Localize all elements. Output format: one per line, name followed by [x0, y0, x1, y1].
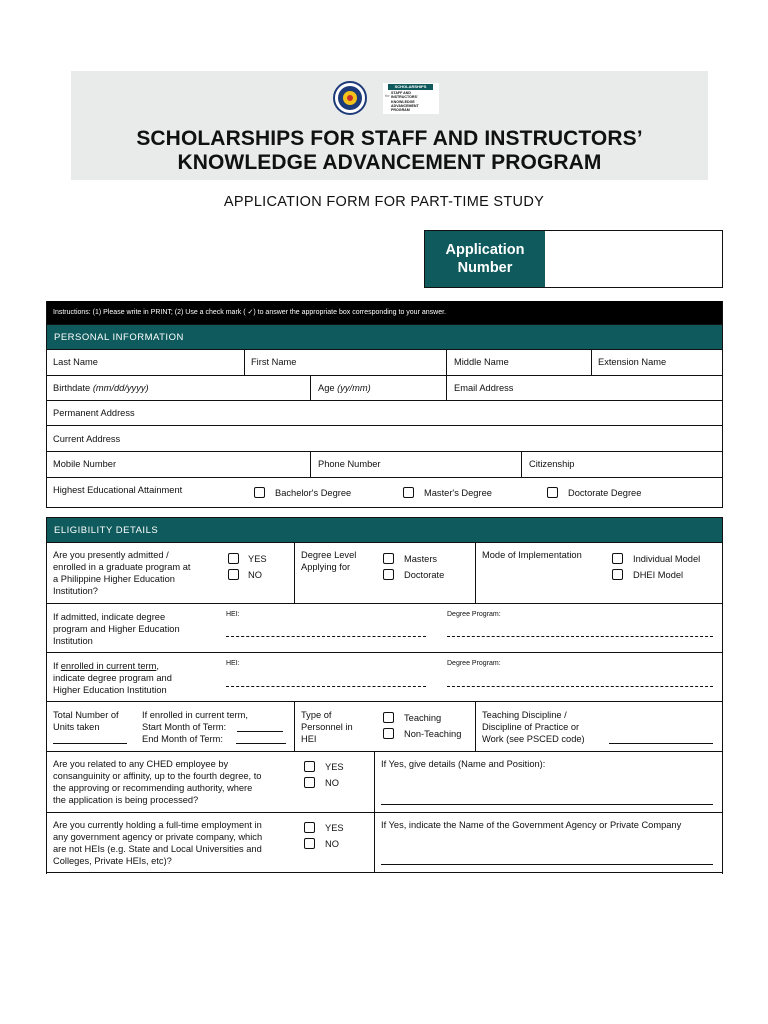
personal-info-heading: PERSONAL INFORMATION	[46, 324, 723, 350]
dhei-model-label: DHEI Model	[633, 570, 684, 580]
admitted-no-checkbox[interactable]	[228, 569, 239, 580]
citizenship-label: Citizenship	[529, 459, 575, 469]
divider	[46, 451, 723, 452]
total-units-label: Total Number of Units taken	[53, 710, 119, 732]
admitted-yes-checkbox[interactable]	[228, 553, 239, 564]
age-label: Age (yy/mm)	[318, 383, 371, 393]
ched-details-field[interactable]	[381, 804, 713, 805]
ched-yes-checkbox[interactable]	[304, 761, 315, 772]
header-banner	[71, 71, 708, 180]
end-month-field[interactable]	[236, 743, 286, 744]
divider	[46, 425, 723, 426]
extension-name-label: Extension Name	[598, 357, 667, 367]
divider	[294, 701, 295, 751]
ched-yes-label: YES	[325, 762, 344, 772]
level-masters-label: Masters	[404, 554, 438, 564]
divider	[46, 652, 723, 653]
divider	[46, 751, 723, 752]
enrolled-degree-label: If enrolled in current term, indicate degree program and Higher Education Institution	[53, 661, 172, 695]
fulltime-no-label: NO	[325, 839, 339, 849]
teaching-discipline-label: Teaching Discipline / Discipline of Practice or Work (see PSCED code)	[482, 710, 585, 744]
individual-model-checkbox[interactable]	[612, 553, 623, 564]
fulltime-details-field[interactable]	[381, 864, 713, 865]
ched-no-label: NO	[325, 778, 339, 788]
non-teaching-checkbox[interactable]	[383, 728, 394, 739]
level-doctorate-checkbox[interactable]	[383, 569, 394, 580]
divider	[46, 400, 723, 401]
title-line-1: SCHOLARSHIPS FOR STAFF AND INSTRUCTORS’	[136, 127, 643, 150]
application-number-field[interactable]	[545, 231, 722, 287]
divider	[310, 375, 311, 401]
title-line-2: KNOWLEDGE ADVANCEMENT PROGRAM	[177, 151, 602, 174]
divider	[46, 603, 723, 604]
divider	[521, 451, 522, 477]
current-address-label: Current Address	[53, 434, 121, 444]
dhei-model-checkbox[interactable]	[612, 569, 623, 580]
if-enrolled-label: If enrolled in current term,	[142, 710, 248, 720]
enrolled-hei-field[interactable]	[226, 686, 426, 687]
fulltime-details-label: If Yes, indicate the Name of the Government Agency or Private Company	[381, 820, 682, 830]
last-name-label: Last Name	[53, 357, 98, 367]
doctorate-label: Doctorate Degree	[568, 488, 642, 498]
divider	[446, 349, 447, 401]
divider	[294, 542, 295, 603]
start-month-label: Start Month of Term:	[142, 722, 227, 732]
phone-label: Phone Number	[318, 459, 381, 469]
end-month-label: End Month of Term:	[142, 734, 223, 744]
admitted-program-label: Degree Program:	[447, 611, 501, 618]
admitted-no-label: NO	[248, 570, 262, 580]
enrolled-program-field[interactable]	[447, 686, 713, 687]
admitted-program-field[interactable]	[447, 636, 713, 637]
divider	[46, 872, 723, 873]
first-name-label: First Name	[251, 357, 297, 367]
level-doctorate-label: Doctorate	[404, 570, 445, 580]
masters-checkbox[interactable]	[403, 487, 414, 498]
border-right	[722, 517, 723, 874]
divider	[475, 701, 476, 751]
divider	[591, 349, 592, 375]
q-fulltime-label: Are you currently holding a full-time employment in any government agency or private company, which are not HEIs (e.g. State and Local Universities and Colleges, Private HEIs, etc)?	[53, 820, 263, 866]
bachelors-label: Bachelor's Degree	[275, 488, 352, 498]
ched-no-checkbox[interactable]	[304, 777, 315, 788]
divider	[46, 477, 723, 478]
middle-name-label: Middle Name	[454, 357, 509, 367]
start-month-field[interactable]	[237, 731, 283, 732]
divider	[46, 812, 723, 813]
fulltime-yes-checkbox[interactable]	[304, 822, 315, 833]
mobile-label: Mobile Number	[53, 459, 117, 469]
teaching-discipline-field[interactable]	[609, 743, 713, 744]
logo-for: for	[385, 93, 390, 98]
q-ched-label: Are you related to any CHED employee by consanguinity or affinity, up to the fourth degree, to the approving or recommending authority, where the application is being processed?	[53, 759, 262, 805]
doctorate-checkbox[interactable]	[547, 487, 558, 498]
enrolled-hei-label: HEI:	[226, 660, 240, 667]
application-number-label: Application Number	[425, 231, 545, 287]
admitted-yes-label: YES	[248, 554, 267, 564]
enrolled-program-label: Degree Program:	[447, 660, 501, 667]
birthdate-label: Birthdate (mm/dd/yyyy)	[53, 383, 149, 393]
admitted-hei-label: HEI:	[226, 611, 240, 618]
logo-tag: SCHOLARSHIPS	[388, 84, 433, 90]
fulltime-no-checkbox[interactable]	[304, 838, 315, 849]
bachelors-checkbox[interactable]	[254, 487, 265, 498]
education-label: Highest Educational Attainment	[53, 485, 183, 495]
divider	[374, 751, 375, 873]
mode-label: Mode of Implementation	[482, 550, 582, 560]
type-personnel-label: Type of Personnel in HEI	[301, 710, 353, 744]
divider	[46, 507, 723, 508]
fulltime-yes-label: YES	[325, 823, 344, 833]
siklab-logo	[383, 83, 439, 114]
divider	[244, 349, 245, 375]
form-subtitle: APPLICATION FORM FOR PART-TIME STUDY	[223, 194, 545, 210]
eligibility-heading: ELIGIBILITY DETAILS	[46, 517, 723, 543]
ched-details-label: If Yes, give details (Name and Position):	[381, 759, 546, 769]
ched-seal-icon	[333, 81, 367, 115]
divider	[475, 542, 476, 603]
non-teaching-label: Non-Teaching	[404, 729, 462, 739]
divider	[310, 451, 311, 477]
teaching-checkbox[interactable]	[383, 712, 394, 723]
individual-model-label: Individual Model	[633, 554, 701, 564]
logo-text: STAFF AND INSTRUCTORS' KNOWLEDGE ADVANCEMENT PROGRAM	[391, 91, 419, 113]
page-title	[71, 127, 708, 175]
q-admitted-label: Are you presently admitted / enrolled in a graduate program at a Philippine Higher Education Institution?	[53, 550, 191, 596]
instructions-bar: Instructions: (1) Please write in PRINT; (2) Use a check mark ( ✓) to answer the appropriate box corresponding to your answer.	[46, 301, 723, 324]
divider	[46, 349, 723, 350]
divider	[46, 542, 723, 543]
admitted-degree-label: If admitted, indicate degree program and Higher Education Institution	[53, 612, 180, 646]
degree-level-label: Degree Level Applying for	[301, 550, 357, 572]
masters-label: Master's Degree	[424, 488, 492, 498]
application-number-box	[424, 230, 723, 288]
total-units-field[interactable]	[53, 743, 127, 744]
permanent-address-label: Permanent Address	[53, 408, 135, 418]
divider	[46, 375, 723, 376]
level-masters-checkbox[interactable]	[383, 553, 394, 564]
admitted-hei-field[interactable]	[226, 636, 426, 637]
border-left	[46, 517, 47, 874]
divider	[46, 701, 723, 702]
teaching-label: Teaching	[404, 713, 442, 723]
email-label: Email Address	[454, 383, 514, 393]
